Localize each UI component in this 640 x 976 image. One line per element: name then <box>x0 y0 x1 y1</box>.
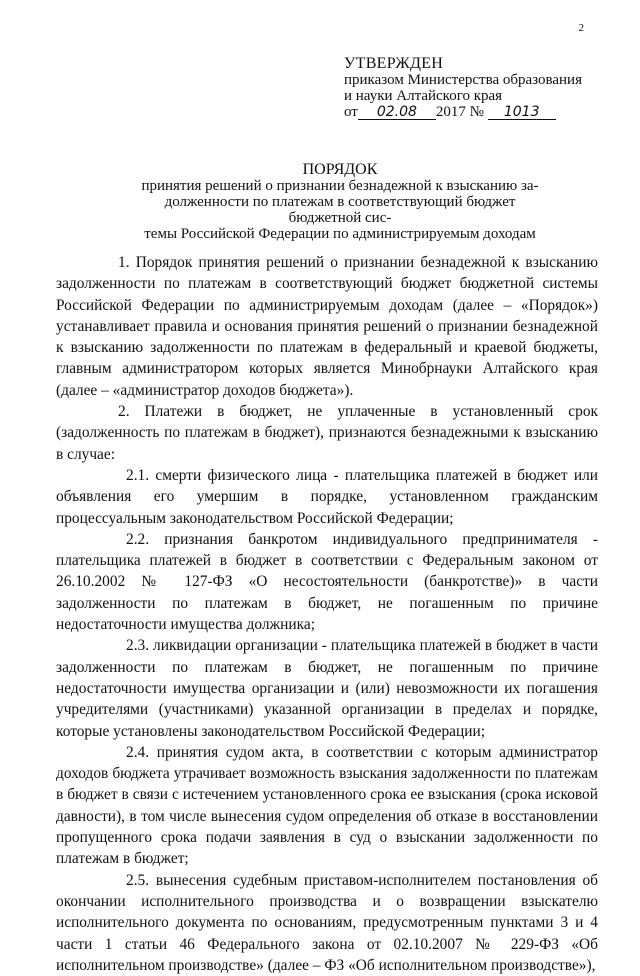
approval-prefix: от <box>344 104 358 120</box>
approval-heading: УТВЕРЖДЕН <box>344 55 444 72</box>
approval-date-handwritten: 02.08 <box>358 105 436 120</box>
approval-stamp <box>344 56 604 120</box>
document-title <box>140 162 540 242</box>
paragraph-2-5: 2.5. вынесения судебным приставом-исполнителем постановления об окончании исполнительного производства и о возвращении взыскателю исполнительного документа по основаниям, предусмотренным пунктами 3 и 4 части 1 статьи 46 Федерального закона от 02.10.2007 № 229-ФЗ «Об исполнительном производстве» (далее – ФЗ «Об исполнительном производстве»), <box>56 871 598 974</box>
paragraph-2: 2. Платежи в бюджет, не уплаченные в установленный срок (задолженность по платежам в бюджет), признаются безнадежными к взысканию в случае: <box>56 403 598 463</box>
approval-date-line <box>344 104 604 120</box>
approval-number-handwritten: 1013 <box>488 105 556 120</box>
paragraph-1: 1. Порядок принятия решений о признании безнадежной к взысканию задолженности по платежам в соответствующий бюджет бюджетной системы Российской Федерации по администрируемым доходам (далее – «Порядок») устанавливает правила и основания принятия решений о признании безнадежной к взысканию задолженности по платежам в федеральный и краевой бюджеты, главным администратором которых является Минобрнауки Алтайского края (далее – «администратор доходов бюджета»). <box>56 254 598 399</box>
approval-line-2: и науки Алтайского края <box>344 88 503 104</box>
title-heading: ПОРЯДОК <box>302 161 378 178</box>
page-number: 2 <box>578 22 584 34</box>
approval-year: 2017 № <box>435 104 484 120</box>
paragraph-2-1: 2.1. смерти физического лица - плательщика платежей в бюджет или объявления его умершим в порядке, установленном гражданским процессуальным законодательством Российской Федерации; <box>56 466 598 527</box>
approval-line-1: приказом Министерства образования <box>344 72 582 88</box>
paragraph-2-4: 2.4. принятия судом акта, в соответствии с которым администратор доходов бюджета утрачивает возможность взыскания задолженности по платежам в бюджет в связи с истечением установленного срока ее взыскания (срока исковой давности), в том числе вынесения судом определения об отказе в восстановлении пропущенного срока подачи заявления в суд о взыскании задолженности по платежам в бюджет; <box>56 743 598 868</box>
paragraph-2-2: 2.2. признания банкротом индивидуального предпринимателя - плательщика платежей в бюджет в соответствии с Федеральным законом от 26.10.2002 № 127-ФЗ «О несостоятельности (банкротстве)» в части задолженности по платежам в бюджет, не погашенным по причине недостаточности имущества должника; <box>56 530 598 634</box>
title-line-1: принятия решений о признании безнадежной к взысканию за- <box>141 178 539 194</box>
title-line-3: темы Российской Федерации по администрируемым доходам <box>144 226 536 242</box>
document-body <box>56 252 598 976</box>
paragraph-2-3: 2.3. ликвидации организации - плательщика платежей в бюджет в части задолженности по платежам в бюджет, не погашенным по причине недостаточности имущества организации и (или) невозможности их погашения учредителями (участниками) указанной организации в пределах и порядке, которые установлены законодательством Российской Федерации; <box>56 637 598 740</box>
title-line-2: долженности по платежам в соответствующий бюджет бюджетной сис- <box>164 194 516 226</box>
